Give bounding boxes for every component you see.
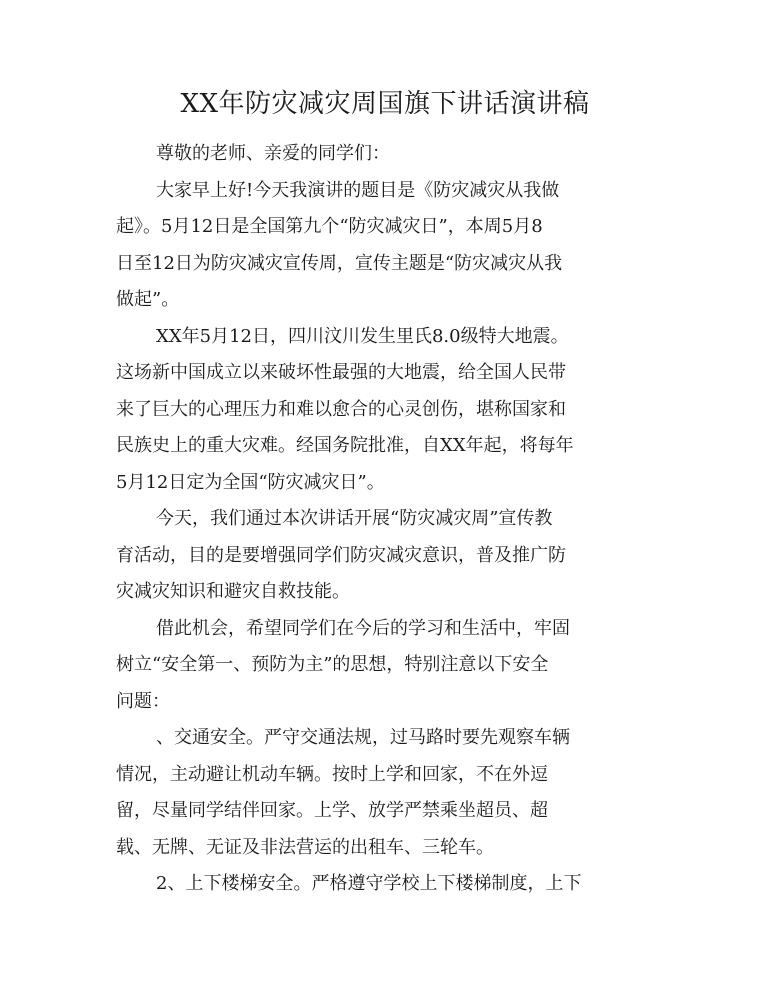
text-line: 日至12日为防灾减灾宣传周，宣传主题是“防灾减灾从我 <box>116 252 563 274</box>
paragraph-history <box>116 319 650 502</box>
paragraph-intro <box>116 173 650 319</box>
text-line: 起》。5月12日是全国第九个“防灾减灾日”，本周5月8 <box>116 216 543 237</box>
text-line: 留，尽量同学结伴回家。上学、放学严禁乘坐超员、超 <box>116 800 548 821</box>
text-line: 情况，主动避让机动车辆。按时上学和回家，不在外逗 <box>116 763 548 785</box>
text-line: 、交通安全。严守交通法规，过马路时要先观察车辆 <box>156 727 570 748</box>
paragraph-greeting <box>116 136 650 173</box>
text-line: 育活动，目的是要增强同学们防灾减灾意识，普及推广防 <box>116 544 566 566</box>
text-line: 做起”。 <box>116 289 180 310</box>
text-line: 尊敬的老师、亲爱的同学们： <box>156 143 390 164</box>
paragraph-traffic-safety <box>116 720 650 866</box>
text-line: 问题： <box>116 690 170 712</box>
text-line: 借此机会，希望同学们在今后的学习和生活中，牢固 <box>156 617 570 639</box>
paragraph-purpose <box>116 501 650 611</box>
text-line: 来了巨大的心理压力和难以愈合的心灵创伤，堪称国家和 <box>116 398 566 420</box>
text-line: 大家早上好!今天我演讲的题目是《防灾减灾从我做 <box>156 179 560 201</box>
text-line: 5月12日定为全国“防灾减灾日”。 <box>116 471 385 493</box>
text-line: XX年5月12日，四川汶川发生里氏8.0级特大地震。 <box>156 325 569 347</box>
paragraph-hope <box>116 611 650 721</box>
text-line: 载、无牌、无证及非法营运的出租车、三轮车。 <box>116 836 494 858</box>
text-line: 这场新中国成立以来破坏性最强的大地震，给全国人民带 <box>116 362 566 383</box>
text-line: 灾减灾知识和避灾自救技能。 <box>116 581 350 602</box>
text-line: 民族史上的重大灾难。经国务院批准，自XX年起，将每年 <box>116 435 574 456</box>
text-line: 今天，我们通过本次讲话开展“防灾减灾周”宣传教 <box>156 508 553 529</box>
text-line: 树立“安全第一、预防为主”的思想，特别注意以下安全 <box>116 654 549 675</box>
document-title: XX年防灾减灾周国旗下讲话演讲稿 <box>180 89 590 119</box>
document-body <box>116 136 650 903</box>
text-line: 2、上下楼梯安全。严格遵守学校上下楼梯制度，上下 <box>156 873 582 894</box>
paragraph-stairs-safety <box>116 866 650 903</box>
